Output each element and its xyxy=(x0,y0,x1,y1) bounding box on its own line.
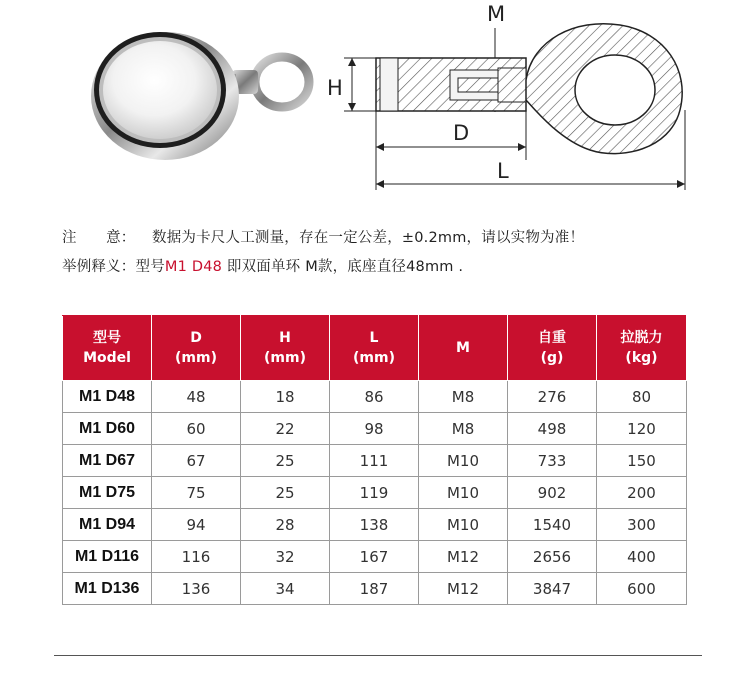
cell-model: M1 D48 xyxy=(63,381,152,413)
cell-pull-force: 600 xyxy=(597,573,687,605)
table-row xyxy=(63,477,687,509)
example-prefix: 型号 xyxy=(135,259,165,275)
spec-table xyxy=(62,315,687,605)
cell-pull-force: 400 xyxy=(597,541,687,573)
cell-model: M1 D136 xyxy=(63,573,152,605)
product-photo xyxy=(82,22,327,162)
cell-l: 167 xyxy=(330,541,419,573)
example-text: 即双面单环 M款，底座直径48mm . xyxy=(222,259,464,275)
cell-weight: 2656 xyxy=(508,541,597,573)
cell-l: 98 xyxy=(330,413,419,445)
cell-weight: 733 xyxy=(508,445,597,477)
cell-weight: 902 xyxy=(508,477,597,509)
cell-pull-force: 120 xyxy=(597,413,687,445)
example-model: M1 D48 xyxy=(164,259,223,275)
cell-weight: 498 xyxy=(508,413,597,445)
cell-m: M10 xyxy=(419,445,508,477)
header-weight: 自重 (g) xyxy=(508,316,597,381)
cell-model: M1 D60 xyxy=(63,413,152,445)
cell-weight: 3847 xyxy=(508,573,597,605)
label-m: M xyxy=(487,2,506,26)
header-l: L (mm) xyxy=(330,316,419,381)
cell-pull-force: 200 xyxy=(597,477,687,509)
cell-h: 25 xyxy=(241,445,330,477)
table-row xyxy=(63,413,687,445)
cell-model: M1 D67 xyxy=(63,445,152,477)
cell-h: 34 xyxy=(241,573,330,605)
cell-d: 116 xyxy=(152,541,241,573)
table-row xyxy=(63,573,687,605)
cell-d: 60 xyxy=(152,413,241,445)
cell-model: M1 D75 xyxy=(63,477,152,509)
cross-section-drawing xyxy=(320,0,692,200)
table-row xyxy=(63,541,687,573)
cell-h: 32 xyxy=(241,541,330,573)
cell-h: 18 xyxy=(241,381,330,413)
cell-m: M8 xyxy=(419,381,508,413)
header-m: M xyxy=(419,316,508,381)
cell-weight: 1540 xyxy=(508,509,597,541)
header-h: H (mm) xyxy=(241,316,330,381)
bottom-divider xyxy=(54,655,702,656)
cell-pull-force: 80 xyxy=(597,381,687,413)
cell-model: M1 D94 xyxy=(63,509,152,541)
note-line-2 xyxy=(62,255,463,276)
cell-l: 86 xyxy=(330,381,419,413)
cell-d: 136 xyxy=(152,573,241,605)
cell-m: M12 xyxy=(419,573,508,605)
cell-m: M10 xyxy=(419,477,508,509)
note-line-1 xyxy=(62,226,584,247)
header-d: D (mm) xyxy=(152,316,241,381)
cell-pull-force: 150 xyxy=(597,445,687,477)
cell-m: M12 xyxy=(419,541,508,573)
table-header-row xyxy=(63,316,687,381)
cell-d: 75 xyxy=(152,477,241,509)
cell-h: 28 xyxy=(241,509,330,541)
header-pull-force: 拉脱力 (kg) xyxy=(597,316,687,381)
cell-l: 111 xyxy=(330,445,419,477)
table-row xyxy=(63,445,687,477)
header-model: 型号 Model xyxy=(63,316,152,381)
cell-l: 187 xyxy=(330,573,419,605)
table-row xyxy=(63,381,687,413)
note-text: 数据为卡尺人工测量，存在一定公差，±0.2mm，请以实物为准！ xyxy=(152,230,585,246)
example-label: 举例释义： xyxy=(62,259,136,275)
cell-d: 48 xyxy=(152,381,241,413)
label-l: L xyxy=(497,159,509,183)
cell-h: 25 xyxy=(241,477,330,509)
table-row xyxy=(63,509,687,541)
cell-weight: 276 xyxy=(508,381,597,413)
cell-model: M1 D116 xyxy=(63,541,152,573)
cell-h: 22 xyxy=(241,413,330,445)
label-h: H xyxy=(327,76,343,100)
cell-m: M10 xyxy=(419,509,508,541)
eye-bolt-ring xyxy=(255,57,309,107)
cell-d: 67 xyxy=(152,445,241,477)
cell-pull-force: 300 xyxy=(597,509,687,541)
cell-l: 119 xyxy=(330,477,419,509)
label-d: D xyxy=(453,121,470,145)
cell-d: 94 xyxy=(152,509,241,541)
cell-m: M8 xyxy=(419,413,508,445)
cell-l: 138 xyxy=(330,509,419,541)
note-label: 注 意： xyxy=(62,230,136,246)
magnet-face xyxy=(103,41,217,139)
